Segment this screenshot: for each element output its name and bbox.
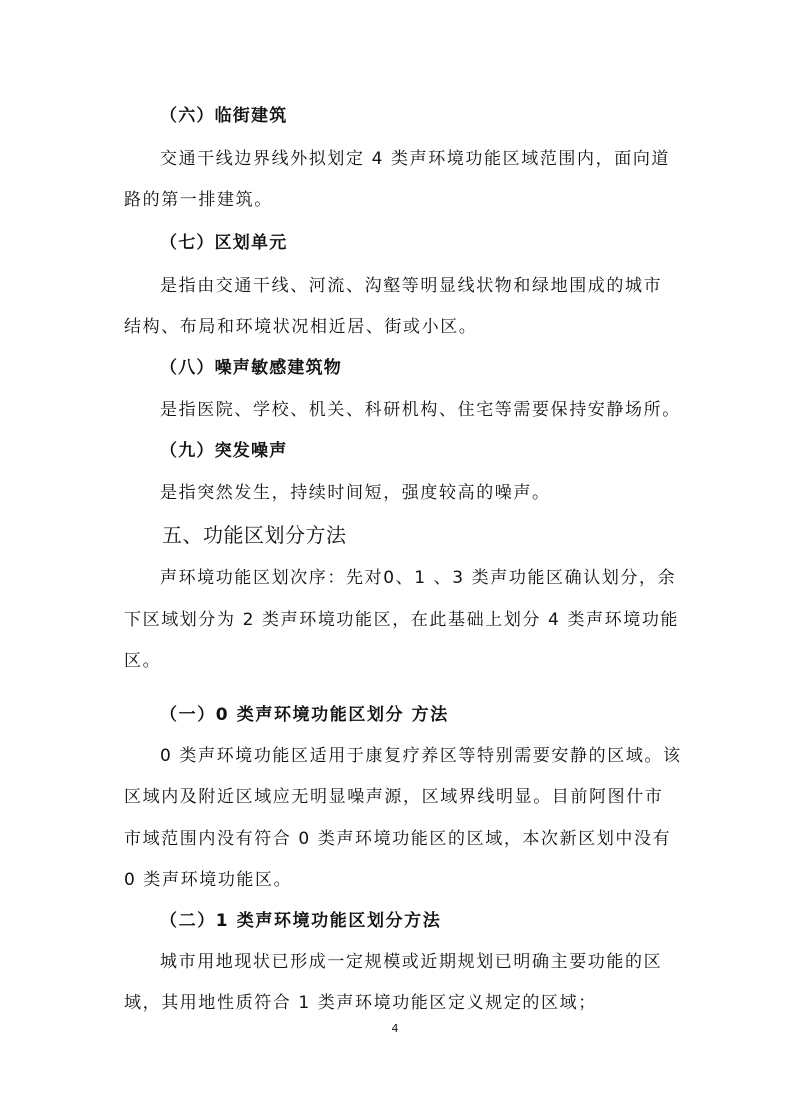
paragraph-line: 区。 — [124, 651, 162, 671]
heading-six: （六）临街建筑 — [160, 106, 288, 126]
subheading-two: （二）1 类声环境功能区划分方法 — [160, 911, 442, 931]
paragraph-line: 交通干线边界线外拟划定 4 类声环境功能区域范围内，面向道 — [160, 149, 671, 169]
paragraph-line: 城市用地现状已形成一定规模或近期规划已明确主要功能的区 — [160, 952, 663, 972]
paragraph-line: 0 类声环境功能区。 — [124, 870, 293, 890]
paragraph-line: 域，其用地性质符合 1 类声环境功能区定义规定的区域； — [124, 993, 597, 1013]
paragraph-line: 是指突然发生，持续时间短，强度较高的噪声。 — [160, 483, 551, 503]
paragraph-line: 是指由交通干线、河流、沟壑等明显线状物和绿地围成的城市 — [160, 276, 663, 296]
section-title: 五、功能区划分方法 — [162, 523, 347, 547]
paragraph-line: 下区域划分为 2 类声环境功能区，在此基础上划分 4 类声环境功能 — [124, 610, 680, 630]
page-number: 4 — [391, 1022, 399, 1035]
paragraph-line: 路的第一排建筑。 — [124, 190, 273, 210]
heading-eight: （八）噪声敏感建筑物 — [160, 358, 342, 378]
paragraph-line: 区域内及附近区域应无明显噪声源，区域界线明显。目前阿图什市 — [124, 787, 664, 807]
paragraph-line: 结构、布局和环境状况相近居、街或小区。 — [124, 317, 478, 337]
paragraph-line: 声环境功能区划次序：先对0、1 、3 类声功能区确认划分，余 — [160, 568, 677, 588]
paragraph-line: 0 类声环境功能区适用于康复疗养区等特别需要安静的区域。该 — [160, 746, 682, 766]
heading-seven: （七）区划单元 — [160, 233, 288, 253]
paragraph-line: 是指医院、学校、机关、科研机构、住宅等需要保持安静场所。 — [160, 400, 681, 420]
heading-nine: （九）突发噪声 — [160, 441, 288, 461]
subheading-one: （一）0 类声环境功能区划分 方法 — [160, 705, 449, 725]
paragraph-line: 市域范围内没有符合 0 类声环境功能区的区域，本次新区划中没有 — [124, 829, 672, 849]
